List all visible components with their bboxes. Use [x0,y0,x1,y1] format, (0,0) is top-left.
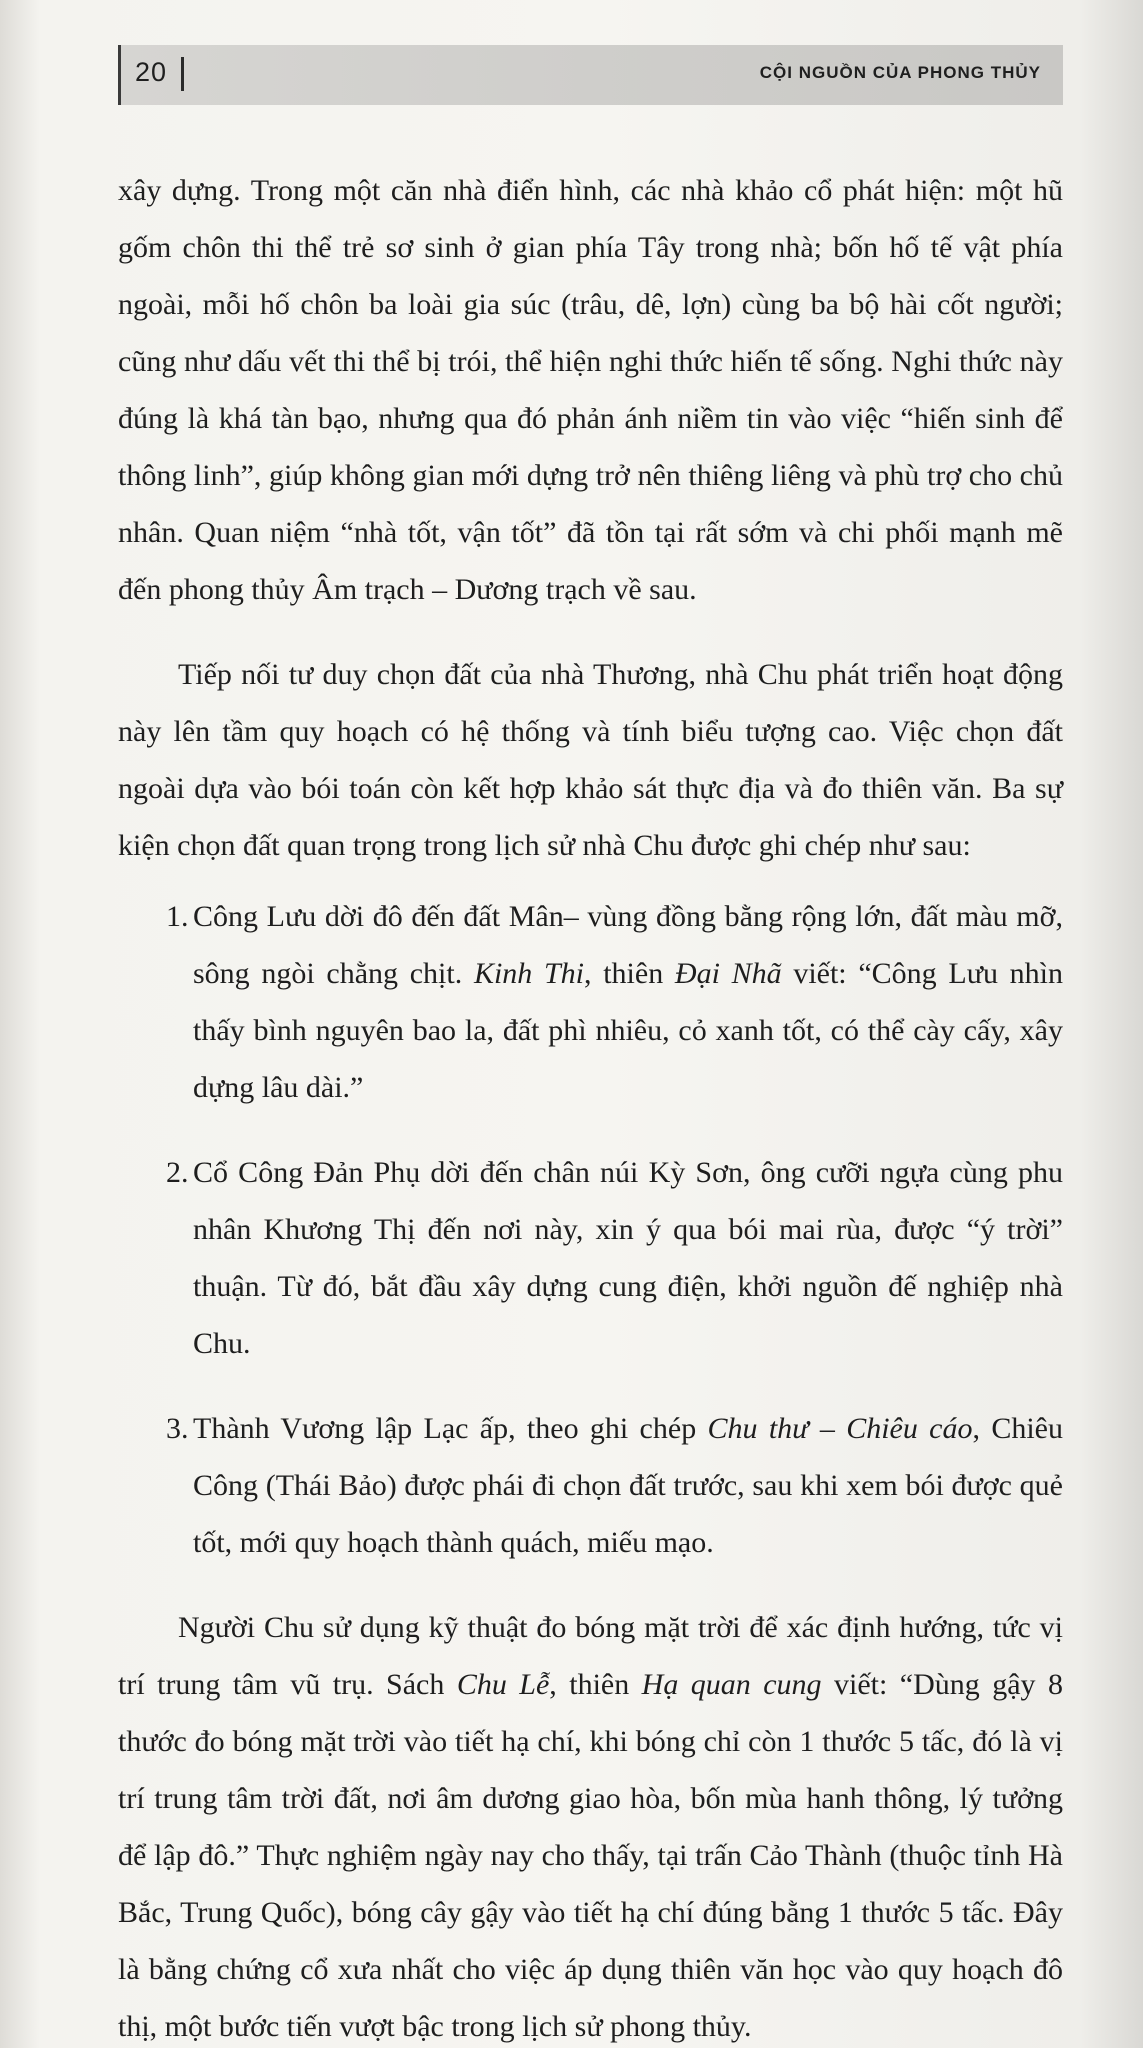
paragraph-2: Tiếp nối tư duy chọn đất của nhà Thương, nhà Chu phát triển hoạt động này lên tầm quy hoạch có hệ thống và tính biểu tượng cao. Việc chọn đất ngoài dựa vào bói toán còn kết hợp khảo sát thực địa và đo thiên văn. Ba sự kiện chọn đất quan trọng trong lịch sử nhà Chu được ghi chép như sau: [118,658,1063,862]
list-number: 3. [166,1412,189,1445]
paragraph-3: Người Chu sử dụng kỹ thuật đo bóng mặt trời để xác định hướng, tức vị trí trung tâm vũ trụ. Sách Chu Lễ, thiên Hạ quan cung viết: “Dùng gậy 8 thước đo bóng mặt trời vào tiết hạ chí, khi bóng chỉ còn 1 thước 5 tấc, đó là vị trí trung tâm trời đất, nơi âm dương giao hòa, bốn mùa hanh thông, lý tưởng để lập đô.” Thực nghiệm ngày nay cho thấy, tại trấn Cảo Thành (thuộc tỉnh Hà Bắc, Trung Quốc), bóng cây gậy vào tiết hạ chí đúng bằng 1 thước 5 tấc. Đây là bằng chứng cổ xưa nhất cho việc áp dụng thiên văn học vào quy hoạch đô thị, một bước tiến vượt bậc trong lịch sử phong thủy. [118,1611,1063,2043]
list-item: 3. Thành Vương lập Lạc ấp, theo ghi chép Chu thư – Chiêu cáo, Chiêu Công (Thái Bảo) được phái đi chọn đất trước, sau khi xem bói được quẻ tốt, mới quy hoạch thành quách, miếu mạo. [118,1400,1063,1571]
page-header [118,45,1063,105]
list-item: 1. Công Lưu dời đô đến đất Mân– vùng đồng bằng rộng lớn, đất màu mỡ, sông ngòi chằng chịt. Kinh Thi, thiên Đại Nhã viết: “Công Lưu nhìn thấy bình nguyên bao la, đất phì nhiêu, cỏ xanh tốt, có thể cày cấy, xây dựng lâu dài.” [118,888,1063,1116]
header-divider [181,57,184,91]
list-number: 1. [166,900,189,933]
page-body [118,162,1063,2048]
numbered-list [118,888,1063,1571]
list-item: 2. Cổ Công Đản Phụ dời đến chân núi Kỳ Sơn, ông cưỡi ngựa cùng phu nhân Khương Thị đến nơi này, xin ý qua bói mai rùa, được “ý trời” thuận. Từ đó, bắt đầu xây dựng cung điện, khởi nguồn đế nghiệp nhà Chu. [118,1144,1063,1372]
paragraph-1: xây dựng. Trong một căn nhà điển hình, các nhà khảo cổ phát hiện: một hũ gốm chôn thi thể trẻ sơ sinh ở gian phía Tây trong nhà; bốn hố tế vật phía ngoài, mỗi hố chôn ba loài gia súc (trâu, dê, lợn) cùng ba bộ hài cốt người; cũng như dấu vết thi thể bị trói, thể hiện nghi thức hiến tế sống. Nghi thức này đúng là khá tàn bạo, nhưng qua đó phản ánh niềm tin vào việc “hiến sinh để thông linh”, giúp không gian mới dựng trở nên thiêng liêng và phù trợ cho chủ nhân. Quan niệm “nhà tốt, vận tốt” đã tồn tại rất sớm và chi phối mạnh mẽ đến phong thủy Âm trạch – Dương trạch về sau. [118,174,1063,606]
running-title: CỘI NGUỒN CỦA PHONG THỦY [759,63,1041,82]
list-number: 2. [166,1156,189,1189]
page-number: 20 [135,57,168,87]
